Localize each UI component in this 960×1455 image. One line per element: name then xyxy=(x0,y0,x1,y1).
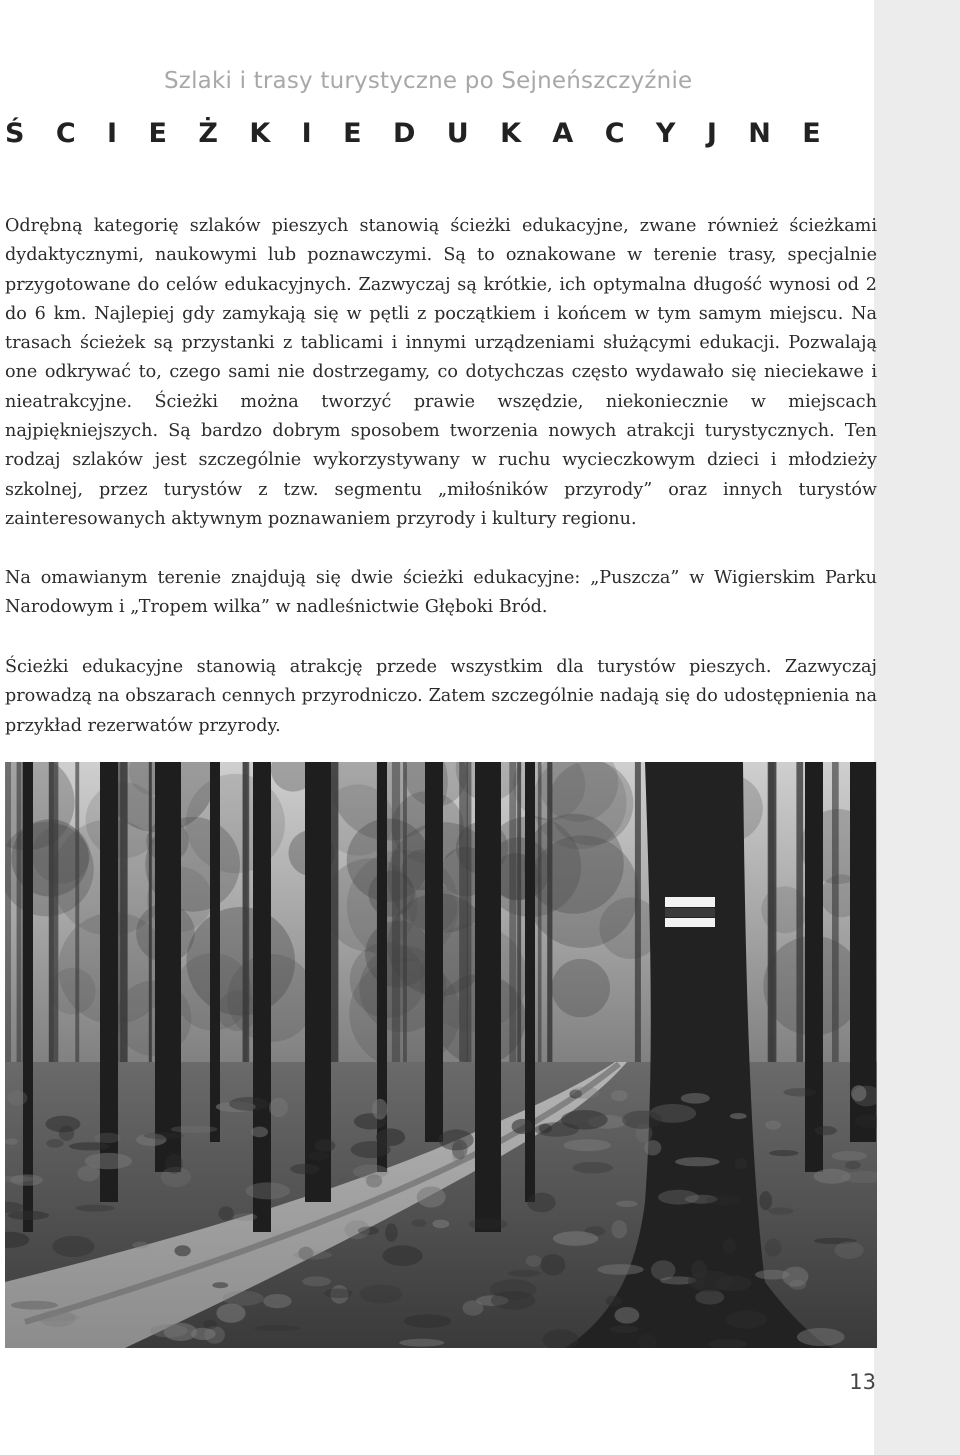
background-tree-trunk xyxy=(796,762,803,1109)
undergrowth-patch xyxy=(269,1098,288,1118)
trail-marker-white-top xyxy=(665,897,715,907)
undergrowth-patch xyxy=(769,1150,798,1156)
undergrowth-patch xyxy=(174,1245,190,1256)
undergrowth-patch xyxy=(597,1264,643,1275)
undergrowth-patch xyxy=(293,1251,332,1260)
undergrowth-patch xyxy=(165,1154,183,1174)
undergrowth-patch xyxy=(570,1087,599,1099)
undergrowth-patch xyxy=(233,1213,257,1221)
undergrowth-patch xyxy=(171,1126,218,1133)
background-tree-trunk xyxy=(635,762,641,1076)
undergrowth-patch xyxy=(759,1191,772,1210)
undergrowth-patch xyxy=(254,1325,300,1331)
background-tree-trunk xyxy=(5,762,11,1090)
undergrowth-patch xyxy=(5,1138,18,1145)
undergrowth-patch xyxy=(658,1190,699,1205)
foreground-tree-trunk xyxy=(805,762,823,1172)
undergrowth-patch xyxy=(845,1161,861,1170)
undergrowth-patch xyxy=(229,1097,269,1111)
undergrowth-patch xyxy=(85,1153,132,1169)
undergrowth-patch xyxy=(383,1245,423,1266)
undergrowth-patch xyxy=(399,1339,444,1347)
background-tree-trunk xyxy=(832,762,839,1082)
undergrowth-patch xyxy=(52,1236,94,1257)
foreground-tree-trunk xyxy=(425,762,443,1142)
undergrowth-patch xyxy=(290,1164,320,1175)
undergrowth-patch xyxy=(33,1313,80,1322)
page-number: 13 xyxy=(849,1370,876,1394)
foreground-tree-trunk xyxy=(475,762,501,1232)
undergrowth-patch xyxy=(246,1182,291,1199)
undergrowth-patch xyxy=(540,1254,565,1275)
undergrowth-patch xyxy=(223,1291,264,1306)
undergrowth-patch xyxy=(564,1139,611,1151)
undergrowth-patch xyxy=(7,1091,27,1106)
background-tree-trunk xyxy=(54,762,59,1092)
background-tree-trunk xyxy=(330,762,339,1107)
undergrowth-patch xyxy=(695,1290,724,1305)
foreground-tree-trunk xyxy=(155,762,181,1172)
undergrowth-patch xyxy=(814,1126,837,1135)
foreground-tree-trunk xyxy=(305,762,331,1202)
undergrowth-patch xyxy=(385,1223,398,1242)
undergrowth-patch xyxy=(491,1291,536,1310)
paragraph-text: Na omawianym terenie znajdują się dwie ścieżki edukacyjne: „Puszcza” w Wigierskim Parku Narodowym i „Tropem wilka” w nadleśnictwie Głęboki Bród. xyxy=(5,568,877,618)
undergrowth-patch xyxy=(417,1187,446,1208)
background-tree-trunk xyxy=(538,762,542,1067)
undergrowth-patch xyxy=(218,1206,233,1220)
undergrowth-patch xyxy=(216,1304,245,1323)
undergrowth-patch xyxy=(45,1116,80,1132)
undergrowth-patch xyxy=(610,1325,639,1333)
undergrowth-patch xyxy=(553,1231,598,1246)
undergrowth-patch xyxy=(372,1099,388,1120)
undergrowth-patch xyxy=(723,1238,736,1254)
undergrowth-patch xyxy=(433,1220,450,1229)
undergrowth-patch xyxy=(302,1276,331,1286)
undergrowth-patch xyxy=(644,1140,661,1155)
undergrowth-patch xyxy=(539,1124,552,1133)
undergrowth-patch xyxy=(315,1139,336,1152)
undergrowth-patch xyxy=(768,1207,793,1214)
paragraph-text: Ścieżki edukacyjne stanowią atrakcję przede wszystkim dla turystów pieszych. Zazwyczaj prowadzą na obszarach cennych przyrodniczo. Zatem szczególnie nadają się do udostępnienia na przykład rezerwatów przyrody. xyxy=(5,657,877,736)
undergrowth-patch xyxy=(212,1282,228,1288)
background-tree-trunk xyxy=(120,762,127,1097)
undergrowth-patch xyxy=(324,1289,353,1299)
undergrowth-patch xyxy=(469,1218,508,1230)
undergrowth-patch xyxy=(616,1201,637,1207)
undergrowth-patch xyxy=(8,1211,49,1220)
background-tree-trunk xyxy=(75,762,79,1071)
background-tree-trunk xyxy=(547,762,552,1080)
foreground-tree-trunk xyxy=(525,762,535,1202)
foreground-tree-trunk xyxy=(850,762,876,1142)
undergrowth-patch xyxy=(345,1220,370,1239)
undergrowth-patch xyxy=(606,1296,622,1307)
undergrowth-patch xyxy=(706,1195,740,1205)
undergrowth-patch xyxy=(360,1285,403,1304)
background-tree-trunk xyxy=(403,762,407,1091)
undergrowth-patch xyxy=(615,1307,640,1324)
undergrowth-patch xyxy=(675,1157,720,1166)
undergrowth-patch xyxy=(143,1132,183,1139)
undergrowth-patch xyxy=(11,1301,58,1310)
background-tree-trunk xyxy=(769,762,774,1077)
foreground-tree-trunk xyxy=(23,762,33,1232)
undergrowth-patch xyxy=(692,1272,705,1288)
section-title: Ś C I E Ż K I E D U K A C Y J N E xyxy=(5,118,832,149)
canopy-foliage xyxy=(227,954,315,1042)
undergrowth-patch xyxy=(512,1119,533,1134)
forest-trail-illustration xyxy=(5,762,877,1348)
undergrowth-patch xyxy=(726,1311,767,1329)
undergrowth-patch xyxy=(755,1270,790,1280)
undergrowth-patch xyxy=(612,1220,628,1238)
paragraph-intro xyxy=(5,212,877,534)
undergrowth-patch xyxy=(835,1241,864,1258)
undergrowth-patch xyxy=(412,1219,427,1227)
page-side-strip xyxy=(874,0,960,1455)
undergrowth-patch xyxy=(789,1280,806,1290)
undergrowth-patch xyxy=(730,1113,747,1119)
undergrowth-patch xyxy=(797,1328,845,1346)
undergrowth-patch xyxy=(611,1090,628,1101)
background-tree-trunk xyxy=(392,762,400,1089)
undergrowth-patch xyxy=(651,1260,676,1280)
background-tree-trunk xyxy=(149,762,152,1113)
paragraph-attractions xyxy=(5,653,877,741)
undergrowth-patch xyxy=(404,1314,451,1327)
paragraph-local-paths xyxy=(5,564,877,623)
paragraph-text: Odrębną kategorię szlaków pieszych stanowią ścieżki edukacyjne, zwane również ścieżkami dydaktycznymi, naukowymi lub poznawczymi. Są to oznakowane w terenie trasy, specjalnie przygotowane do celów edukacyjnych. Zazwyczaj są krótkie, ich optymalna długość wynosi od 2 do 6 km. Najlepiej gdy zamykają się w pętli z początkiem i końcem w tym samym miejscu. Na trasach ścieżek są przystanki z tablicami i innymi urządzeniami służącymi edukacji. Pozwalają one odkrywać to, czego sami nie dostrzegamy, co dotychczas często wydawało się nieciekawe i nieatrakcyjne. Ścieżki można tworzyć prawie wszędzie, niekoniecznie w miejscach najpiękniejszych. Są bardzo dobrym sposobem tworzenia nowych atrakcji turystycznych. Ten rodzaj szlaków jest szczególnie wykorzystywany w ruchu wycieczkowym dzieci i młodzieży szkolnej, przez turystów z tzw. segmentu „miłośników przyrody” oraz innych turystów zainteresowanych aktywnym poznawaniem przyrody i kultury regionu. xyxy=(5,216,877,529)
canopy-foliage xyxy=(552,959,610,1017)
background-tree-trunk xyxy=(459,762,468,1067)
undergrowth-patch xyxy=(133,1242,149,1249)
undergrowth-patch xyxy=(681,1093,710,1104)
undergrowth-patch xyxy=(150,1324,187,1337)
undergrowth-patch xyxy=(765,1121,781,1130)
undergrowth-patch xyxy=(561,1110,608,1130)
forest-trail-photo xyxy=(5,762,877,1348)
background-tree-trunk xyxy=(243,762,250,1070)
undergrowth-patch xyxy=(527,1193,556,1213)
undergrowth-patch xyxy=(765,1239,782,1257)
undergrowth-patch xyxy=(376,1128,405,1146)
undergrowth-patch xyxy=(251,1127,268,1138)
background-tree-trunk xyxy=(517,762,521,1103)
undergrowth-patch xyxy=(94,1133,120,1143)
trail-marker-dark-band xyxy=(665,908,715,917)
undergrowth-patch xyxy=(69,1142,110,1150)
undergrowth-patch xyxy=(203,1320,218,1330)
background-tree-trunk xyxy=(49,762,54,1083)
undergrowth-patch xyxy=(75,1205,114,1212)
trail-marker-white-bottom xyxy=(665,918,715,927)
undergrowth-patch xyxy=(572,1162,613,1173)
undergrowth-patch xyxy=(508,1270,541,1277)
undergrowth-patch xyxy=(46,1139,63,1148)
undergrowth-patch xyxy=(353,1165,389,1179)
running-header: Szlaki i trasy turystyczne po Sejneńszczyźnie xyxy=(164,68,693,94)
undergrowth-patch xyxy=(463,1300,484,1315)
undergrowth-patch xyxy=(263,1294,292,1308)
undergrowth-patch xyxy=(832,1151,867,1161)
undergrowth-patch xyxy=(735,1158,748,1169)
undergrowth-patch xyxy=(783,1088,816,1096)
foreground-tree-trunk xyxy=(253,762,271,1232)
undergrowth-patch xyxy=(622,1111,662,1129)
undergrowth-patch xyxy=(526,1255,542,1267)
background-tree-trunk xyxy=(509,762,516,1092)
background-tree-trunk xyxy=(17,762,22,1069)
undergrowth-patch xyxy=(309,1152,330,1161)
undergrowth-patch xyxy=(439,1129,474,1150)
foreground-tree-trunk xyxy=(210,762,220,1142)
